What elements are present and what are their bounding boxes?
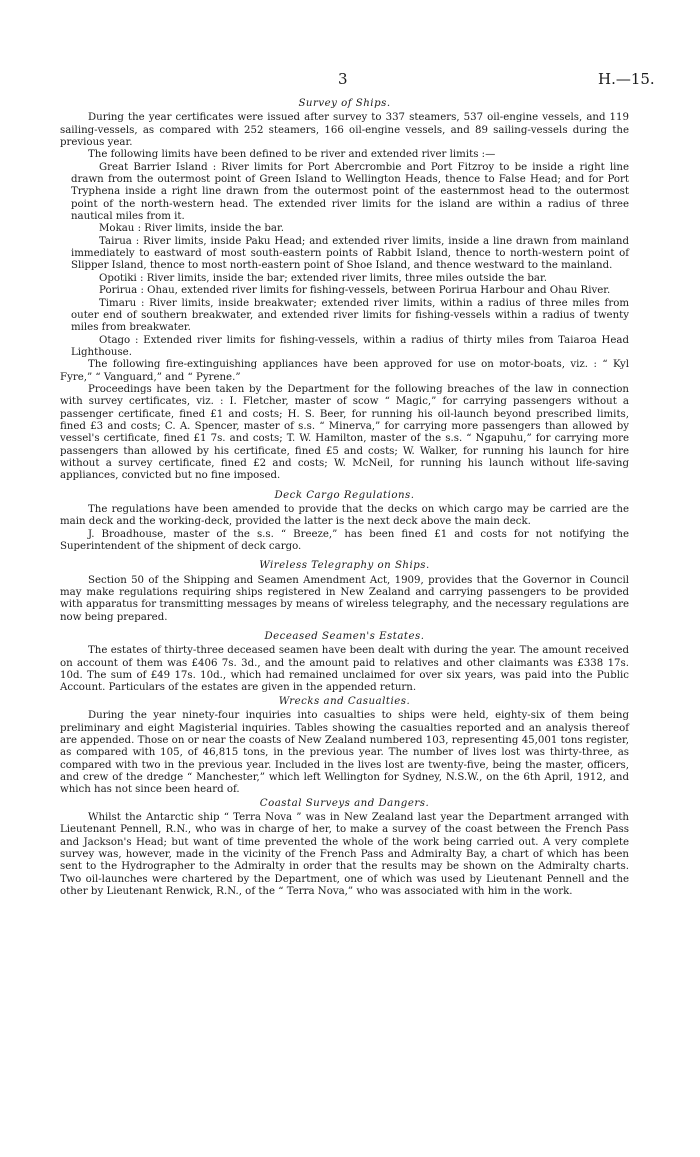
wireless-paragraph: Section 50 of the Shipping and Seamen Amendment Act, 1909, provides that the Governor in Council may make regulations requiring ships registered in New Zealand and carrying passengers to be provided with apparatus for transmitting messages by means of wireless telegraphy, and the necessary regulations are now being prepared. — [60, 574, 629, 623]
section-heading-survey: Survey of Ships. — [298, 98, 391, 109]
section-heading-wireless: Wireless Telegraphy on Ships. — [259, 560, 430, 572]
river-limit-item: Otago : Extended river limits for fishing-vessels, within a radius of thirty miles from Taiaroa Head Lighthouse. — [71, 334, 629, 358]
coastal-paragraph: Whilst the Antarctic ship “ Terra Nova ” was in New Zealand last year the Department arranged with Lieutenant Pennell, R.N., who was in charge of her, to make a survey of the coast between the French Pass and Jackson's Head; but want of time prevented the whole of the work being carried out. A very complete survey was, however, made in the vicinity of the French Pass and Admiralty Bay, a chart of which has been sent to the Hydrographer to the Admiralty in order that the results may be shown on the Admiralty charts. Two oil-launches were chartered by the Department, one of which was used by Lieutenant Pennell and the other by Lieutenant Renwick, R.N., of the “ Terra Nova,” who was associated with him in the work. — [60, 811, 629, 897]
river-limit-item: Opotiki : River limits, inside the bar; extended river limits, three miles outside the bar. — [99, 272, 547, 284]
estates-paragraph: The estates of thirty-three deceased seamen have been dealt with during the year. The amount received on account of them was £406 7s. 3d., and the amount paid to relatives and other claimants was £338 17s. 10d. The sum of £49 17s. 10d., which had remained unclaimed for over six years, was paid into the Public Account. Particulars of the estates are given in the appended return. — [60, 645, 629, 694]
river-limit-item: Great Barrier Island : River limits for Port Abercrombie and Port Fitzroy to be inside a right line drawn from the outermost point of Green Island to Wellington Heads, thence to False Head; and for Port Tryphena inside a right line drawn from the outermost point of the easternmost head to the outermost point of the north-western head. The extended river limits for the island are within a radius of three nautical miles from it. — [71, 161, 629, 223]
river-limits-list — [60, 162, 629, 360]
survey-paragraph-proceedings: Proceedings have been taken by the Department for the following breaches of the law in connection with survey certificates, viz. : I. Fletcher, master of scow “ Magic,” for carrying passengers without a passenger certificate, fined £1 and costs; H. S. Beer, for running his oil-launch beyond prescribed limits, fined £3 and costs; C. A. Spencer, master of s.s. “ Minerva,” for carrying more passengers than allowed by vessel's certificate, fined £1 7s. and costs; T. W. Hamilton, master of the s.s. “ Ngapuhu,” for carrying more passengers than allowed by his certificate, fined £5 and costs; W. Walker, for running his launch for hire without a survey certificate, fined £2 and costs; W. McNeil, for running his launch without life-saving appliances, convicted but no fine imposed. — [60, 383, 629, 482]
section-heading-deck-cargo: Deck Cargo Regulations. — [274, 489, 415, 501]
page-number: 3 — [338, 70, 348, 88]
document-body — [60, 97, 629, 898]
survey-paragraph-limits-intro: The following limits have been defined to be river and extended river limits :— — [88, 149, 496, 161]
deck-cargo-paragraph: The regulations have been amended to provide that the decks on which cargo may be carried are the main deck and the working-deck, provided the latter is the next deck above the main deck. — [60, 504, 629, 528]
river-limit-item: Porirua : Ohau, extended river limits for fishing-vessels, between Porirua Harbour and Ohau River. — [99, 285, 611, 297]
section-heading-wrecks: Wrecks and Casualties. — [278, 695, 411, 707]
deck-cargo-paragraph: J. Broadhouse, master of the s.s. “ Breeze,” has been fined £1 and costs for not notifying the Superintendent of the shipment of deck cargo. — [60, 528, 629, 553]
section-heading-coastal: Coastal Surveys and Dangers. — [259, 797, 430, 809]
section-heading-estates: Deceased Seamen's Estates. — [264, 631, 425, 643]
river-limit-item: Tairua : River limits, inside Paku Head; and extended river limits, inside a line drawn from mainland immediately to eastward of most south-eastern points of Rabbit Island, thence to north-western point of Slipper Island, thence to most north-eastern point of Shoe Island, and thence westward to the mainland. — [71, 235, 629, 272]
survey-paragraph-fire-appliances: The following fire-extinguishing appliances have been approved for use on motor-boats, viz. : “ Kyl Fyre,” “ Vanguard,” and “ Pyrene.” — [60, 359, 629, 383]
wrecks-paragraph: During the year ninety-four inquiries into casualties to ships were held, eighty-six of them being preliminary and eight Magisterial inquiries. Tables showing the casualties reported and an analysis thereof are appended. Those on or near the coasts of New Zealand numbered 103, representing 45,001 tons register, as compared with 105, of 46,815 tons, in the previous year. The number of lives lost was thirty-three, as compared with two in the previous year. Included in the lives lost are twenty-five, being the master, officers, and crew of the dredge “ Manchester,” which left Wellington for Sydney, N.S.W., on the 6th April, 1912, and which has not since been heard of. — [60, 710, 629, 796]
document-reference: H.—15. — [598, 70, 655, 88]
river-limit-item: Timaru : River limits, inside breakwater; extended river limits, within a radius of three miles from outer end of southern breakwater, and extended river limits for fishing-vessels within a radius of twenty miles from breakwater. — [71, 297, 629, 334]
survey-paragraph-certificates: During the year certificates were issued after survey to 337 steamers, 537 oil-engine vessels, and 119 sailing-vessels, as compared with 252 steamers, 166 oil-engine vessels, and 89 sailing-vessels during the previous year. — [60, 112, 629, 149]
river-limit-item: Mokau : River limits, inside the bar. — [99, 223, 284, 235]
